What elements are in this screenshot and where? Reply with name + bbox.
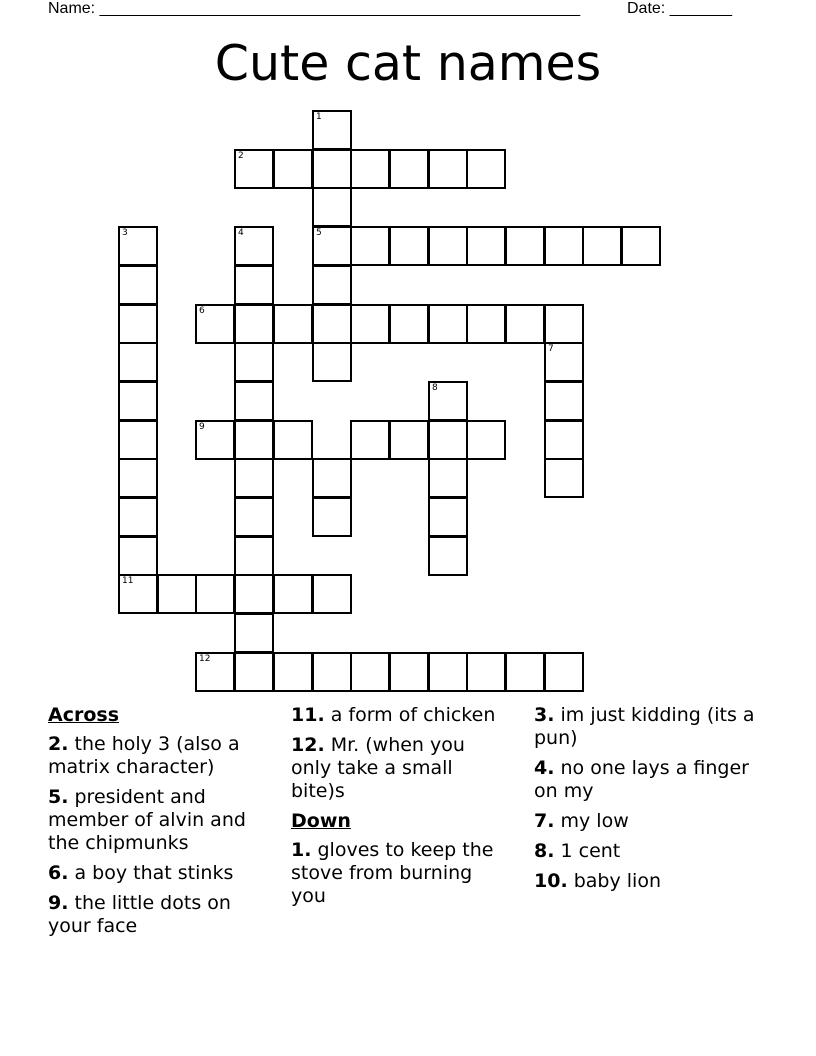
clue-text: baby lion	[567, 870, 661, 892]
clue-down-1	[291, 839, 511, 908]
clues-column-3	[534, 704, 764, 900]
clue-number: 8.	[534, 840, 555, 862]
grid-cell[interactable]	[118, 574, 158, 614]
grid-cell[interactable]	[234, 149, 274, 189]
grid-cell[interactable]	[118, 420, 158, 460]
grid-cell[interactable]	[350, 226, 390, 266]
cell-number: 12	[199, 654, 211, 664]
clue-down-3	[534, 704, 764, 750]
clue-number: 4.	[534, 757, 555, 779]
grid-cell[interactable]	[312, 110, 352, 150]
grid-cell[interactable]	[312, 187, 352, 227]
clue-number: 1.	[291, 839, 312, 861]
grid-cell[interactable]	[118, 497, 158, 537]
grid-cell[interactable]	[234, 613, 274, 653]
clue-text: no one lays a finger on my	[534, 757, 749, 802]
clue-across-5	[48, 786, 278, 855]
clue-number: 6.	[48, 862, 69, 884]
grid-cell[interactable]	[234, 420, 274, 460]
clue-down-8	[534, 840, 764, 863]
grid-cell[interactable]	[118, 381, 158, 421]
grid-cell[interactable]	[234, 381, 274, 421]
grid-cell[interactable]	[195, 652, 235, 692]
clue-text: im just kidding (its a pun)	[534, 704, 755, 749]
grid-cell[interactable]	[195, 420, 235, 460]
grid-cell[interactable]	[273, 149, 313, 189]
cell-number: 6	[199, 306, 205, 316]
grid-cell[interactable]	[234, 458, 274, 498]
cell-number: 4	[238, 228, 244, 238]
date-field-label: Date: _______	[627, 0, 732, 17]
grid-cell[interactable]	[544, 304, 584, 344]
grid-cell[interactable]	[195, 304, 235, 344]
cell-number: 3	[122, 228, 128, 238]
grid-cell[interactable]	[505, 652, 545, 692]
across-heading: Across	[48, 704, 120, 726]
clue-text: the holy 3 (also a matrix character)	[48, 733, 240, 778]
grid-cell[interactable]	[273, 420, 313, 460]
grid-cell[interactable]	[350, 652, 390, 692]
page-title: Cute cat names	[214, 35, 602, 92]
grid-cell[interactable]	[389, 420, 429, 460]
cell-number: 11	[122, 576, 134, 586]
grid-cell[interactable]	[118, 304, 158, 344]
clue-number: 12.	[291, 734, 325, 756]
grid-cell[interactable]	[312, 265, 352, 305]
grid-cell[interactable]	[428, 149, 468, 189]
grid-cell[interactable]	[544, 381, 584, 421]
clue-text: gloves to keep the stove from burning you	[291, 839, 494, 907]
grid-cell[interactable]	[350, 149, 390, 189]
cell-number: 8	[432, 383, 438, 393]
clue-number: 5.	[48, 786, 69, 808]
grid-cell[interactable]	[273, 574, 313, 614]
clue-text: my low	[554, 810, 629, 832]
clue-number: 11.	[291, 704, 325, 726]
clue-number: 3.	[534, 704, 555, 726]
clue-text: president and member of alvin and the chipmunks	[48, 786, 246, 854]
grid-cell[interactable]	[118, 458, 158, 498]
clue-number: 9.	[48, 892, 69, 914]
clue-text: 1 cent	[554, 840, 621, 862]
grid-cell[interactable]	[312, 574, 352, 614]
grid-cell[interactable]	[234, 265, 274, 305]
clue-text: the little dots on your face	[48, 892, 231, 937]
name-field-label: Name: ______________________________________________________	[48, 0, 581, 17]
clue-down-7	[534, 810, 764, 833]
clue-across-2	[48, 733, 278, 779]
clue-number: 2.	[48, 733, 69, 755]
grid-cell[interactable]	[621, 226, 661, 266]
grid-cell[interactable]	[234, 574, 274, 614]
grid-cell[interactable]	[118, 265, 158, 305]
grid-cell[interactable]	[234, 536, 274, 576]
grid-cell[interactable]	[389, 652, 429, 692]
grid-cell[interactable]	[234, 497, 274, 537]
grid-cell[interactable]	[118, 536, 158, 576]
clue-text: Mr. (when you only take a small bite)s	[291, 734, 465, 802]
grid-cell[interactable]	[428, 420, 468, 460]
grid-cell[interactable]	[428, 652, 468, 692]
grid-cell[interactable]	[428, 497, 468, 537]
grid-cell[interactable]	[544, 420, 584, 460]
grid-cell[interactable]	[428, 381, 468, 421]
grid-cell[interactable]	[428, 458, 468, 498]
clue-number: 7.	[534, 810, 555, 832]
grid-cell[interactable]	[118, 226, 158, 266]
grid-cell[interactable]	[544, 226, 584, 266]
grid-cell[interactable]	[505, 226, 545, 266]
clue-number: 10.	[534, 870, 568, 892]
grid-cell[interactable]	[234, 342, 274, 382]
grid-cell[interactable]	[350, 420, 390, 460]
grid-cell[interactable]	[312, 652, 352, 692]
grid-cell[interactable]	[466, 304, 506, 344]
grid-cell[interactable]	[466, 652, 506, 692]
grid-cell[interactable]	[273, 652, 313, 692]
cell-number: 5	[316, 228, 322, 238]
cell-number: 9	[199, 422, 205, 432]
grid-cell[interactable]	[428, 304, 468, 344]
cell-number: 1	[316, 112, 322, 122]
clues-column-2	[291, 704, 511, 915]
grid-cell[interactable]	[544, 458, 584, 498]
grid-cell[interactable]	[544, 652, 584, 692]
grid-cell[interactable]	[544, 342, 584, 382]
grid-cell[interactable]	[234, 652, 274, 692]
down-heading: Down	[291, 810, 351, 832]
clue-across-12	[291, 734, 511, 803]
clue-down-4	[534, 757, 764, 803]
grid-cell[interactable]	[312, 458, 352, 498]
grid-cell[interactable]	[350, 304, 390, 344]
grid-cell[interactable]	[428, 226, 468, 266]
cell-number: 2	[238, 151, 244, 161]
clues-column-1	[48, 704, 278, 945]
grid-cell[interactable]	[312, 304, 352, 344]
clue-across-9	[48, 892, 278, 938]
clue-text: a form of chicken	[324, 704, 496, 726]
grid-cell[interactable]	[273, 304, 313, 344]
clue-across-11	[291, 704, 511, 727]
clue-down-10	[534, 870, 764, 893]
grid-cell[interactable]	[234, 304, 274, 344]
grid-cell[interactable]	[234, 226, 274, 266]
clue-across-6	[48, 862, 278, 885]
grid-cell[interactable]	[466, 420, 506, 460]
clue-text: a boy that stinks	[68, 862, 234, 884]
grid-cell[interactable]	[466, 226, 506, 266]
grid-cell[interactable]	[312, 342, 352, 382]
grid-cell[interactable]	[428, 536, 468, 576]
grid-cell[interactable]	[312, 149, 352, 189]
grid-cell[interactable]	[195, 574, 235, 614]
grid-cell[interactable]	[389, 149, 429, 189]
grid-cell[interactable]	[466, 149, 506, 189]
grid-cell[interactable]	[312, 497, 352, 537]
grid-cell[interactable]	[389, 226, 429, 266]
grid-cell[interactable]	[312, 226, 352, 266]
cell-number: 7	[548, 344, 554, 354]
grid-cell[interactable]	[505, 304, 545, 344]
grid-cell[interactable]	[118, 342, 158, 382]
grid-cell[interactable]	[157, 574, 197, 614]
grid-cell[interactable]	[389, 304, 429, 344]
grid-cell[interactable]	[582, 226, 622, 266]
